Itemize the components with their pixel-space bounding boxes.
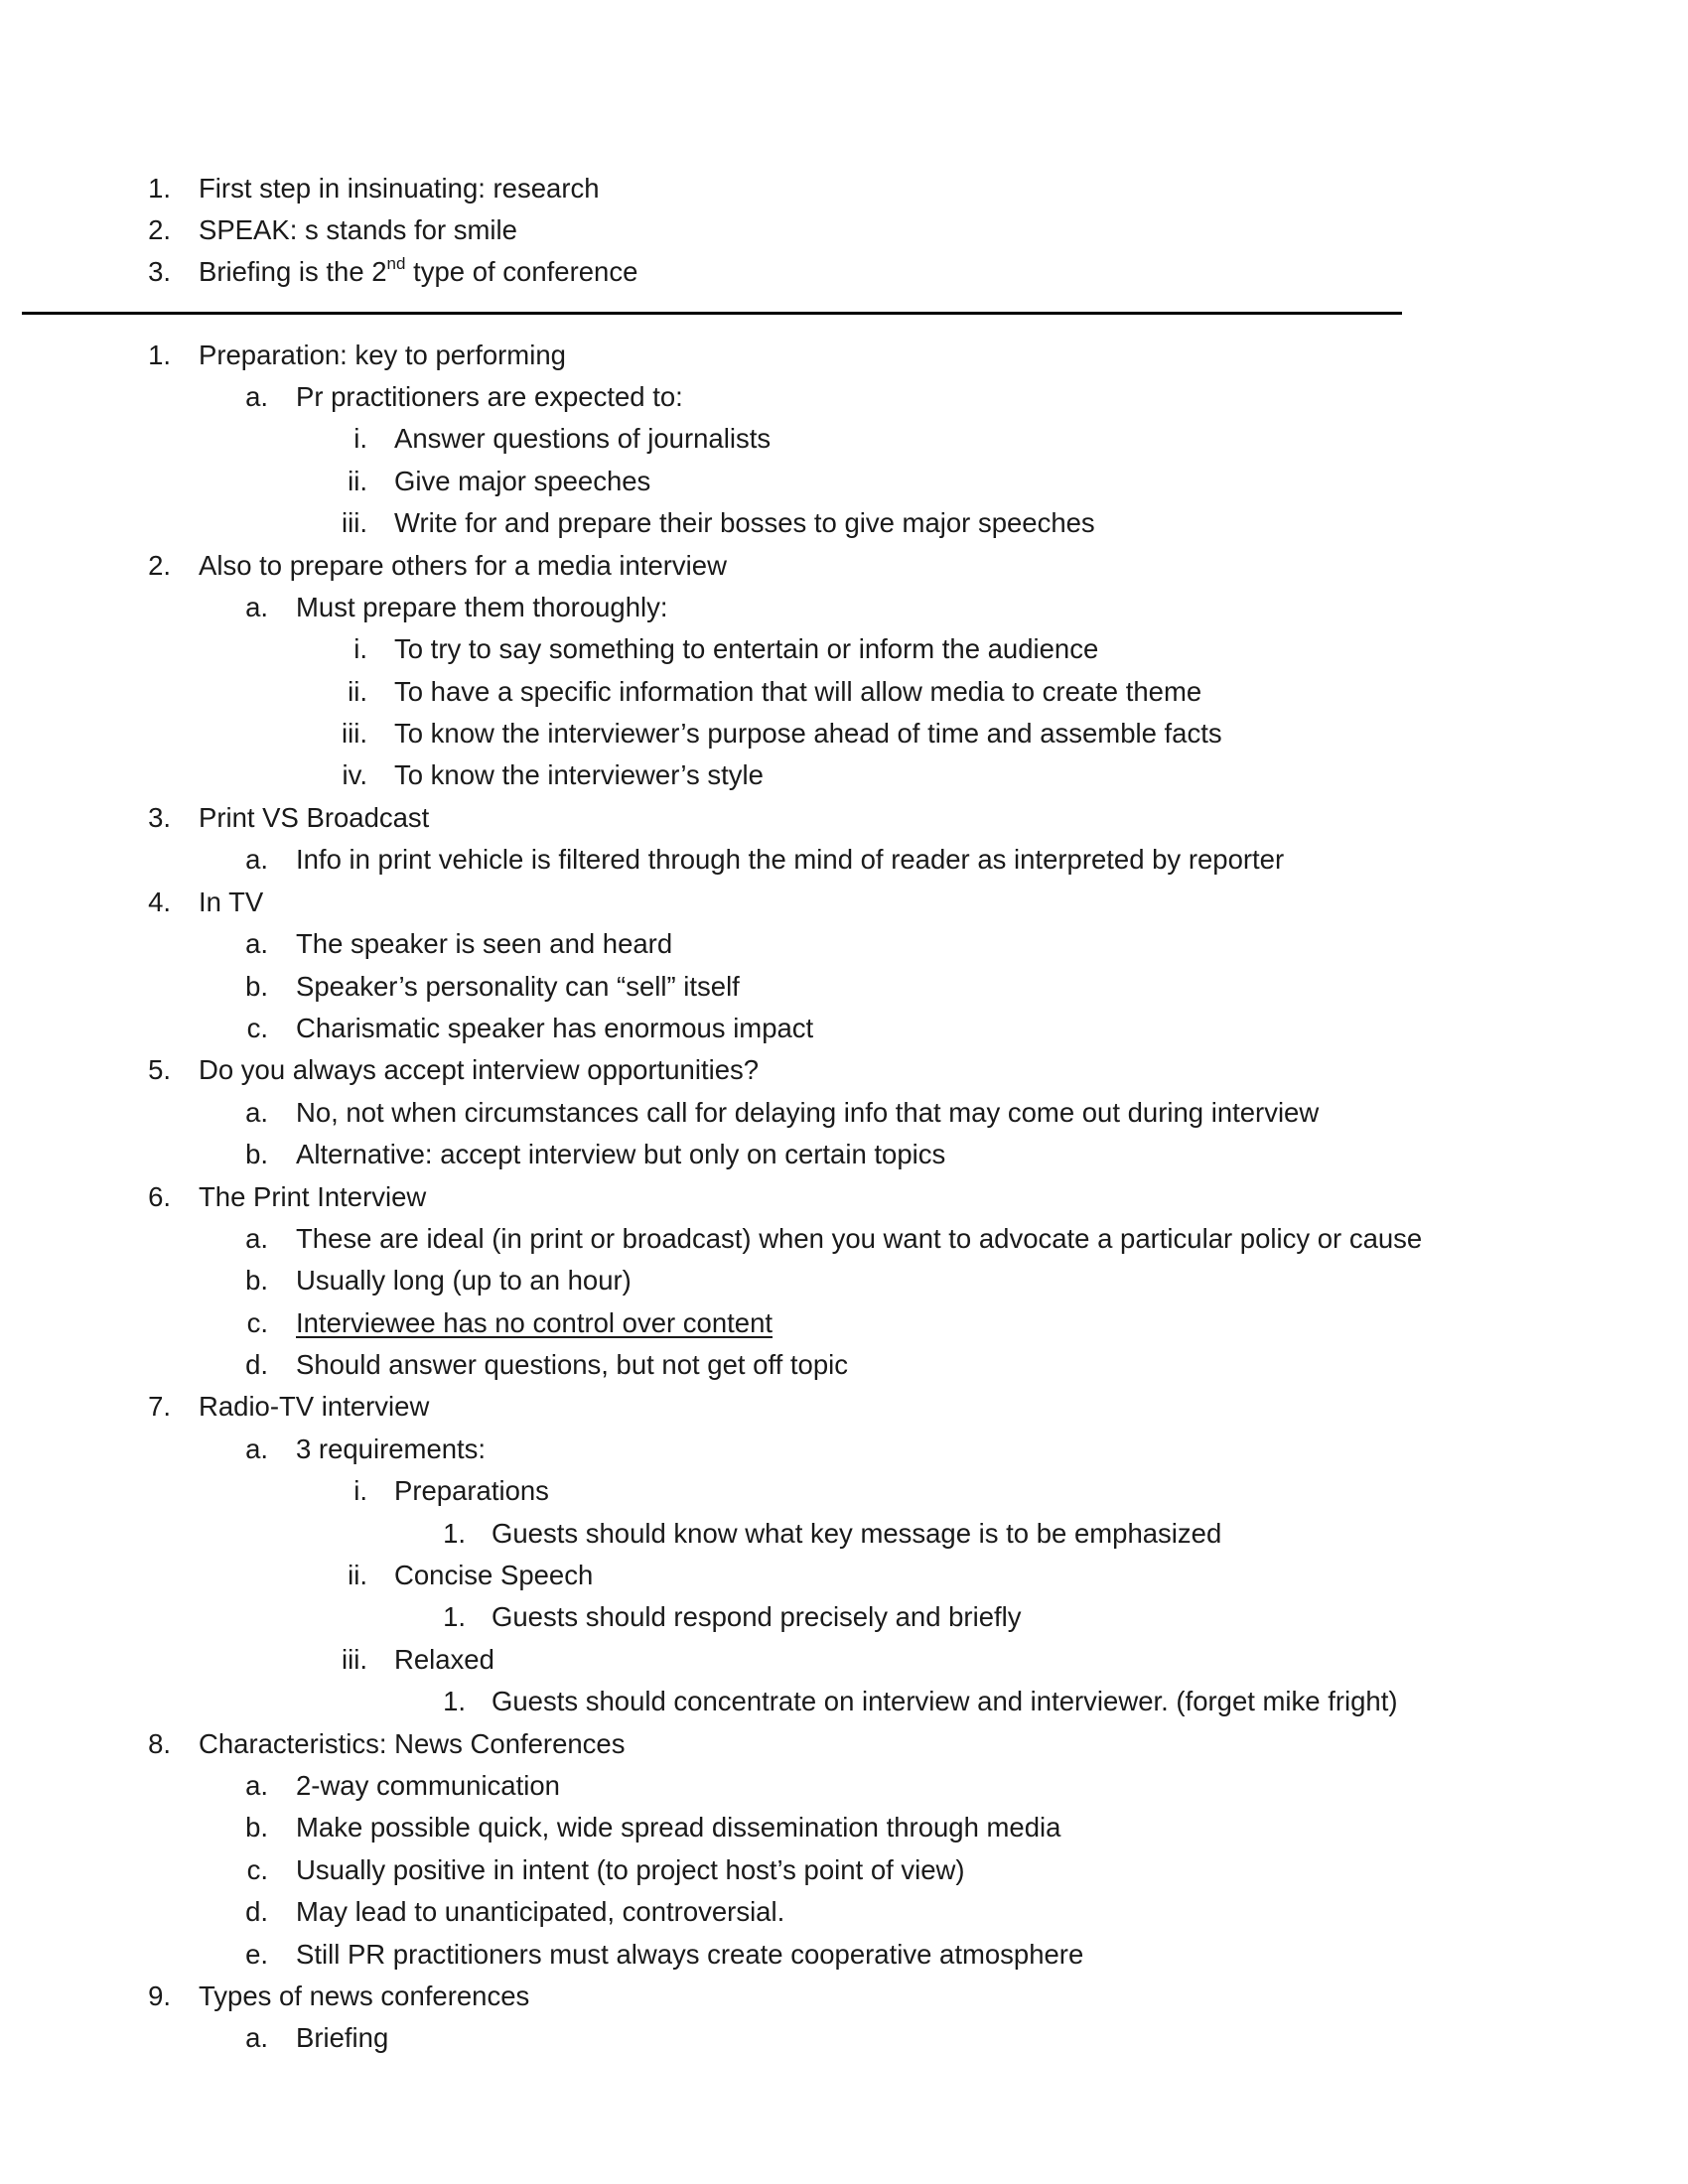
outline-item-level1 [0,1724,1688,1764]
list-text: Preparation: key to performing [199,340,566,370]
list-text: Must prepare them thoroughly: [296,592,668,622]
list-text: Pr practitioners are expected to: [296,381,683,412]
list-marker: a. [245,844,268,875]
list-text: Print VS Broadcast [199,802,430,833]
outline-item-level2 [0,1093,1688,1133]
list-text: Give major speeches [394,466,651,496]
list-marker: b. [245,1265,268,1296]
outline-item-level4 [0,1682,1688,1721]
list-text: Write for and prepare their bosses to give major speeches [394,507,1095,538]
list-text: These are ideal (in print or broadcast) when you want to advocate a particular policy or cause [296,1223,1423,1254]
list-text: Guests should know what key message is to be emphasized [492,1518,1222,1549]
outline-item-level2 [0,967,1688,1007]
list-marker: d. [245,1896,268,1927]
list-marker: a. [245,592,268,622]
list-text: Speaker’s personality can “sell” itself [296,971,740,1002]
list-marker: 5. [148,1054,171,1085]
list-marker: i. [353,633,367,664]
list-text: To have a specific information that will allow media to create theme [394,676,1202,707]
list-marker: a. [245,1097,268,1128]
list-text: Charismatic speaker has enormous impact [296,1013,814,1043]
outline-item-level1 [0,1387,1688,1427]
list-text: Make possible quick, wide spread dissemination through media [296,1812,1061,1843]
outline-item-level1 [0,336,1688,375]
list-text: Concise Speech [394,1560,594,1590]
list-marker: iii. [342,1644,367,1675]
list-text: Types of news conferences [199,1980,530,2011]
list-marker: ii. [348,466,367,496]
list-marker: i. [353,423,367,454]
ordinal-superscript: nd [386,254,406,273]
outline-item-level1 [0,883,1688,922]
list-text: 3 requirements: [296,1433,487,1464]
outline-item-level2 [0,1766,1688,1806]
list-text: No, not when circumstances call for delaying info that may come out during interview [296,1097,1320,1128]
list-text: To know the interviewer’s purpose ahead of time and assemble facts [394,718,1222,749]
list-marker: 2. [148,550,171,581]
outline-item-level1 [0,798,1688,838]
list-text: Guests should respond precisely and briefly [492,1601,1022,1632]
top-list-item [0,210,1688,250]
outline-item-level2 [0,1135,1688,1174]
list-marker: 1. [443,1518,466,1549]
list-marker: 1. [148,340,171,370]
list-marker: 7. [148,1391,171,1422]
outline-item-level1 [0,546,1688,586]
outline-item-level2 [0,588,1688,627]
list-marker: 1. [148,173,171,204]
list-marker: iv. [342,759,367,790]
list-text: 2-way communication [296,1770,560,1801]
outline-item-level2 [0,840,1688,880]
outline-item-level4 [0,1597,1688,1637]
list-text: Info in print vehicle is filtered through the mind of reader as interpreted by reporter [296,844,1285,875]
list-marker: ii. [348,676,367,707]
list-text: Radio-TV interview [199,1391,430,1422]
list-marker: a. [245,1770,268,1801]
list-text: The speaker is seen and heard [296,928,673,959]
list-marker: 4. [148,887,171,917]
outline-item-level2 [0,1345,1688,1385]
list-text: Relaxed [394,1644,494,1675]
list-marker: a. [245,381,268,412]
outline-item-level3 [0,419,1688,459]
list-text: May lead to unanticipated, controversial. [296,1896,785,1927]
list-text: Still PR practitioners must always create cooperative atmosphere [296,1939,1084,1970]
list-marker: 8. [148,1728,171,1759]
outline-item-level2 [0,2018,1688,2058]
outline-item-level3 [0,1471,1688,1511]
horizontal-rule [22,312,1402,315]
list-text: Alternative: accept interview but only on certain topics [296,1139,946,1169]
outline-item-level1 [0,1050,1688,1090]
list-text: Preparations [394,1475,549,1506]
list-marker: a. [245,2022,268,2053]
list-text: Characteristics: News Conferences [199,1728,626,1759]
list-text [199,252,637,292]
list-marker: b. [245,971,268,1002]
list-marker: c. [246,1854,268,1885]
list-text: Also to prepare others for a media interview [199,550,727,581]
outline-item-level2 [0,377,1688,417]
list-text: Guests should concentrate on interview and interviewer. (forget mike fright) [492,1686,1398,1716]
list-text: Usually long (up to an hour) [296,1265,632,1296]
list-text: SPEAK: s stands for smile [199,214,517,245]
outline-item-level3 [0,462,1688,501]
top-list-item [0,252,1688,292]
list-text-underlined: Interviewee has no control over content [296,1307,774,1338]
list-marker: a. [245,1433,268,1464]
list-text: To know the interviewer’s style [394,759,764,790]
list-marker: 9. [148,1980,171,2011]
list-marker: i. [353,1475,367,1506]
list-text: Briefing [296,2022,389,2053]
outline-item-level1 [0,1177,1688,1217]
list-marker: 6. [148,1181,171,1212]
text-part: type of conference [405,256,638,287]
outline-item-level2 [0,1430,1688,1469]
list-text: In TV [199,887,264,917]
outline-item-level3 [0,755,1688,795]
outline-item-level3 [0,629,1688,669]
list-text: To try to say something to entertain or inform the audience [394,633,1099,664]
list-text: Should answer questions, but not get off topic [296,1349,848,1380]
list-marker: b. [245,1812,268,1843]
list-marker: 3. [148,802,171,833]
list-marker: e. [245,1939,268,1970]
outline-item-level2 [0,1850,1688,1890]
outline-item-level3 [0,1556,1688,1595]
list-marker: d. [245,1349,268,1380]
outline-item-level3 [0,714,1688,753]
list-marker: a. [245,928,268,959]
outline-item-level3 [0,672,1688,712]
outline-item-level1 [0,1977,1688,2016]
outline-item-level2 [0,1219,1688,1259]
outline-item-level3 [0,1640,1688,1680]
list-marker: b. [245,1139,268,1169]
top-list-item [0,169,1688,208]
outline-item-level2 [0,1892,1688,1932]
outline-item-level2 [0,1303,1688,1343]
list-marker: 1. [443,1686,466,1716]
list-marker: 1. [443,1601,466,1632]
list-text: Usually positive in intent (to project host’s point of view) [296,1854,965,1885]
list-marker: c. [246,1307,268,1338]
list-marker: ii. [348,1560,367,1590]
list-text: The Print Interview [199,1181,427,1212]
outline-item-level2 [0,1009,1688,1048]
text-part: Briefing is the 2 [199,256,387,287]
list-marker: 2. [148,214,171,245]
list-marker: a. [245,1223,268,1254]
outline-item-level4 [0,1514,1688,1554]
list-text: Do you always accept interview opportunities? [199,1054,760,1085]
list-marker: 3. [148,256,171,287]
list-marker: iii. [342,507,367,538]
outline-item-level2 [0,924,1688,964]
outline-item-level2 [0,1808,1688,1847]
outline-item-level2 [0,1261,1688,1300]
outline-item-level2 [0,1935,1688,1975]
list-text: Answer questions of journalists [394,423,772,454]
list-marker: iii. [342,718,367,749]
outline-item-level3 [0,503,1688,543]
list-text: First step in insinuating: research [199,173,600,204]
list-marker: c. [246,1013,268,1043]
